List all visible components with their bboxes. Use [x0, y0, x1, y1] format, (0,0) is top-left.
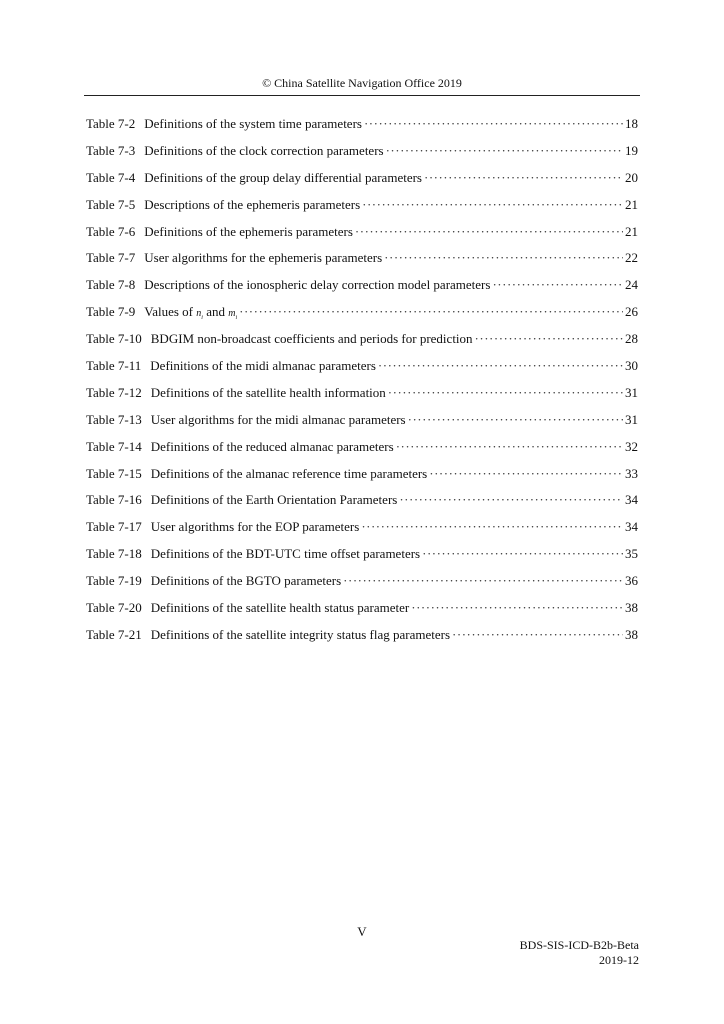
toc-entry-page: 33 [625, 465, 638, 481]
toc-entry-page: 24 [625, 277, 638, 293]
toc-entry-page: 18 [625, 116, 638, 131]
toc-entry[interactable] [86, 492, 638, 519]
dot-leader [386, 143, 623, 159]
toc-entry-title: Definitions of the satellite health information [150, 384, 386, 400]
toc-entry-title: Definitions of the almanac reference time parameters [150, 465, 428, 481]
toc-entry-label: Table 7-3 [86, 142, 136, 158]
toc-entry[interactable] [86, 116, 638, 143]
dot-leader [355, 224, 623, 240]
table-of-contents [86, 116, 638, 654]
toc-entry[interactable] [86, 277, 638, 304]
dot-leader [424, 170, 623, 186]
dot-leader [388, 385, 623, 401]
toc-entry-title: Definitions of the satellite health status parameter [150, 600, 410, 616]
toc-entry-label: Table 7-21 [86, 626, 142, 642]
toc-entry-label: Table 7-17 [86, 519, 142, 535]
toc-entry-label: Table 7-5 [86, 196, 136, 212]
toc-entry[interactable] [86, 439, 638, 466]
toc-entry-title: BDGIM non-broadcast coefficients and periods for prediction [150, 331, 473, 347]
toc-entry-label: Table 7-15 [86, 465, 142, 481]
toc-entry-page: 22 [625, 250, 638, 266]
toc-entry-title: Definitions of the BGTO parameters [150, 573, 342, 589]
toc-entry-page: 20 [625, 169, 638, 185]
math-var-n: $n_i$ [196, 308, 203, 322]
toc-entry[interactable] [86, 331, 638, 358]
toc-entry-label: Table 7-20 [86, 600, 142, 616]
toc-entry-page: 21 [625, 223, 638, 239]
toc-entry-label: Table 7-12 [86, 384, 142, 400]
toc-entry-title [144, 304, 237, 321]
toc-entry-title: Definitions of the ephemeris parameters [144, 223, 353, 239]
toc-entry[interactable] [86, 143, 638, 170]
toc-entry[interactable] [86, 170, 638, 197]
toc-entry[interactable] [86, 466, 638, 493]
dot-leader [364, 116, 623, 132]
toc-entry-title: Descriptions of the ephemeris parameters [144, 196, 361, 212]
toc-entry-page: 26 [625, 304, 638, 320]
dot-leader [343, 573, 623, 589]
dot-leader [422, 546, 623, 562]
toc-entry-label: Table 7-8 [86, 277, 136, 293]
toc-entry-title: Descriptions of the ionospheric delay correction model parameters [144, 277, 491, 293]
toc-entry-title: Definitions of the clock correction parameters [144, 142, 384, 158]
toc-entry[interactable] [86, 519, 638, 546]
toc-entry[interactable] [86, 546, 638, 573]
toc-entry-page: 36 [625, 573, 638, 589]
toc-entry-label: Table 7-11 [86, 358, 142, 374]
toc-entry[interactable] [86, 304, 638, 331]
toc-entry-page: 32 [625, 438, 638, 454]
dot-leader [362, 197, 623, 213]
toc-entry-label: Table 7-4 [86, 169, 136, 185]
toc-entry-label: Table 7-18 [86, 546, 142, 562]
dot-leader [429, 466, 623, 482]
page-number: V [357, 924, 367, 939]
dot-leader [399, 492, 623, 508]
toc-entry[interactable] [86, 250, 638, 277]
toc-entry[interactable] [86, 412, 638, 439]
toc-entry-page: 34 [625, 519, 638, 535]
title-mid: and [206, 304, 225, 320]
toc-entry[interactable] [86, 627, 638, 654]
toc-entry-page: 34 [625, 492, 638, 508]
toc-entry-title: User algorithms for the EOP parameters [150, 519, 360, 535]
toc-entry-page: 31 [625, 411, 638, 427]
toc-entry-label: Table 7-19 [86, 573, 142, 589]
toc-entry-label: Table 7-14 [86, 438, 142, 454]
toc-entry-label: Table 7-6 [86, 223, 136, 239]
dot-leader [452, 627, 623, 643]
toc-entry[interactable] [86, 600, 638, 627]
toc-entry-label: Table 7-7 [86, 250, 136, 266]
toc-entry-title: Definitions of the group delay differential parameters [144, 169, 422, 185]
dot-leader [396, 439, 623, 455]
toc-entry-page: 30 [625, 358, 638, 374]
toc-entry-title: Definitions of the reduced almanac parameters [150, 438, 394, 454]
toc-entry-title: User algorithms for the ephemeris parameters [144, 250, 383, 266]
copyright-text: © China Satellite Navigation Office 2019 [262, 76, 462, 90]
toc-entry-page: 31 [625, 384, 638, 400]
toc-entry[interactable] [86, 573, 638, 600]
toc-entry-title: User algorithms for the midi almanac parameters [150, 411, 406, 427]
dot-leader [384, 250, 623, 266]
toc-entry-page: 21 [625, 196, 638, 212]
toc-entry-label: Table 7-16 [86, 492, 142, 508]
dot-leader [378, 358, 623, 374]
dot-leader [408, 412, 623, 428]
dot-leader [361, 519, 623, 535]
page-header [84, 76, 640, 96]
toc-entry-page: 38 [625, 600, 638, 616]
document-id-block [520, 938, 639, 968]
dot-leader [475, 331, 623, 347]
toc-entry[interactable] [86, 224, 638, 251]
document-date: 2019-12 [599, 953, 639, 967]
toc-entry-label: Table 7-2 [86, 116, 136, 131]
toc-entry-page: 19 [625, 142, 638, 158]
toc-entry-label: Table 7-10 [86, 331, 142, 347]
toc-entry-page: 35 [625, 546, 638, 562]
toc-entry-label: Table 7-13 [86, 411, 142, 427]
dot-leader [492, 277, 623, 293]
toc-entry-page: 28 [625, 331, 638, 347]
toc-entry-title: Definitions of the Earth Orientation Parameters [150, 492, 398, 508]
toc-entry-title: Definitions of the system time parameters [144, 116, 362, 131]
toc-entry[interactable] [86, 385, 638, 412]
toc-entry-title: Definitions of the satellite integrity status flag parameters [150, 626, 451, 642]
toc-entry-title: Definitions of the BDT-UTC time offset parameters [150, 546, 421, 562]
document-id: BDS-SIS-ICD-B2b-Beta [519, 938, 639, 952]
dot-leader [411, 600, 623, 616]
toc-entry-page: 38 [625, 626, 638, 642]
title-prefix: Values of [144, 304, 194, 320]
toc-entry[interactable] [86, 358, 638, 385]
toc-entry[interactable] [86, 197, 638, 224]
toc-entry-title: Definitions of the midi almanac parameters [150, 358, 376, 374]
dot-leader [239, 304, 623, 320]
math-var-m: $m_i$ [228, 308, 238, 322]
toc-entry-label: Table 7-9 [86, 304, 136, 320]
